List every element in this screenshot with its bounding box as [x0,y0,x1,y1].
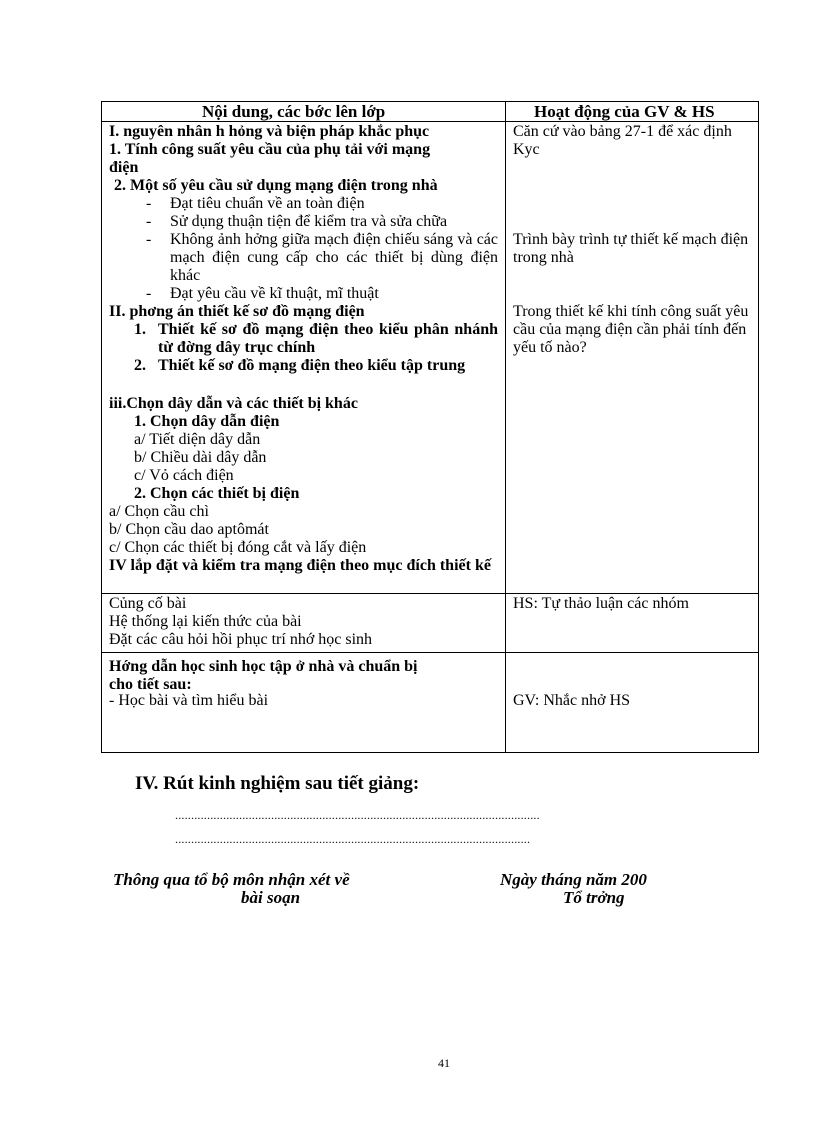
section-1-title: I. nguyên nhân h hỏng và biện pháp khắc phục [109,123,430,140]
activity-note: Căn cứ vào bảng 27-1 để xác định Kyc [513,123,732,158]
section-3-sub1: 1. Chọn dây dẫn điện [134,413,280,430]
section-1-sub2: 2. Một số yêu cầu sử dụng mạng điện trong nhà [114,177,438,194]
section-3-title: iii.Chọn dây dẫn và các thiết bị khác [109,395,358,412]
section-1-sub1-cont: điện [109,159,139,176]
homework-item: - Học bài và tìm hiểu bài [109,692,269,709]
homework-title-cont: cho tiết sau: [109,676,192,693]
approval-label-cont: bài soạn [241,888,301,907]
homework-title: Hớng dẫn học sinh học tập ở nhà và chuẩn bị [109,658,418,675]
row-divider-review [102,593,758,594]
list-item: a/ Chọn cầu chì [109,503,209,520]
list-dash: - [146,195,152,212]
activity-note: Trong thiết kế khi tính công suất yêu cầu của mạng điện cần phải tính đến yếu tố nào? [513,303,749,356]
section-1-sub1: 1. Tính công suất yêu cầu của phụ tải với mạng [109,141,431,158]
list-item: c/ Vỏ cách điện [134,467,234,484]
dotted-line: ............................................................................................................... [175,832,531,846]
activity-note: Trình bày trình tự thiết kế mạch điện trong nhà [513,231,749,266]
list-item: Đạt tiêu chuẩn về an toàn điện [170,195,365,212]
row-divider-homework [102,652,758,653]
list-number: 2. [134,357,146,374]
list-item: b/ Chọn cầu dao aptômát [109,521,269,538]
list-item: Đạt yêu cầu về kĩ thuật, mĩ thuật [170,285,379,302]
header-divider [102,121,758,122]
review-line: Hệ thống lại kiến thức của bài [109,613,302,630]
header-content: Nội dung, các bớc lên lớp [202,102,386,121]
header-activity: Hoạt động của GV & HS [534,102,715,121]
list-number: 1. [134,321,146,338]
experience-heading: IV. Rút kinh nghiệm sau tiết giảng: [135,773,420,794]
list-dash: - [146,213,152,230]
list-item: Không ảnh hởng giữa mạch điện chiếu sáng và các mạch điện cung cấp cho các thiết bị dùng điện khác [170,231,498,284]
column-divider [505,102,506,752]
list-item: a/ Tiết diện dây dẫn [134,431,261,448]
review-line: Đặt các câu hỏi hồi phục trí nhớ học sinh [109,631,373,648]
list-item: Sử dụng thuận tiện để kiểm tra và sửa chữa [170,213,448,230]
list-dash: - [146,231,152,248]
section-3-sub2: 2. Chọn các thiết bị điện [134,485,300,502]
date-line: Ngày tháng năm 200 [500,870,647,889]
page-number: 41 [438,1056,450,1070]
list-item: b/ Chiều dài dây dẫn [134,449,267,466]
list-item: Thiết kế sơ đồ mạng điện theo kiểu tập trung [158,357,466,374]
review-activity: HS: Tự thảo luận các nhóm [513,595,689,612]
approval-label: Thông qua tổ bộ môn nhận xét về [113,870,350,889]
homework-activity: GV: Nhắc nhở HS [513,692,631,709]
section-4-title: IV lắp đặt và kiểm tra mạng điện theo mục đích thiết kế [109,557,491,574]
section-2-title: II. phơng án thiết kế sơ đồ mạng điện [109,303,365,320]
list-item: c/ Chọn các thiết bị đóng cắt và lấy điện [109,539,367,556]
head-of-group-label: Tổ trởng [563,888,625,907]
review-line: Củng cố bài [109,595,187,612]
list-dash: - [146,285,152,302]
lesson-table [101,101,759,753]
dotted-line: .................................................................................................................. [175,808,540,822]
list-item: Thiết kế sơ đồ mạng điện theo kiểu phân nhánh từ đờng dây trục chính [158,321,498,356]
